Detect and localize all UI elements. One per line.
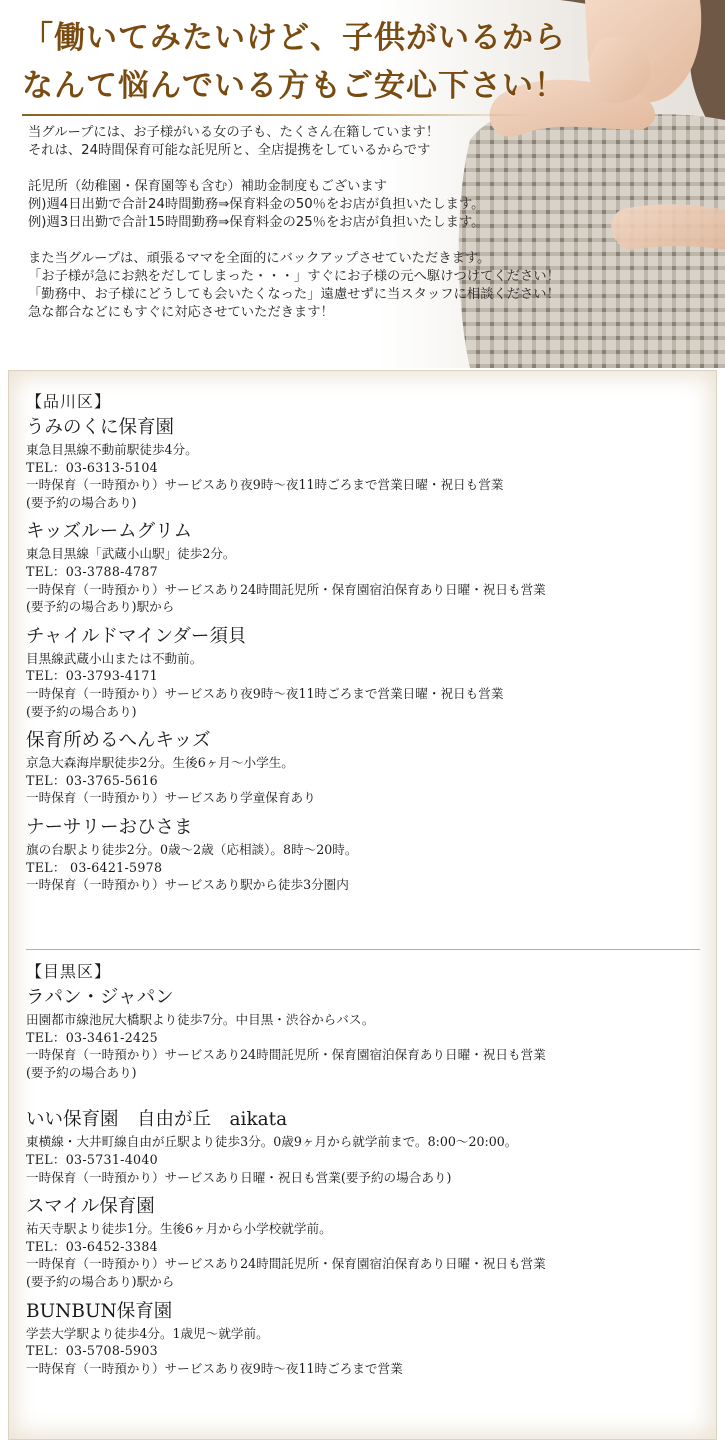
intro-line: 「お子様が急にお熱をだしてしまった・・・」すぐにお子様の元へ駆けつけてください！	[28, 269, 560, 284]
intro-line: 「勤務中、お子様にどうしても会いたくなった」遠慮せずに当スタッフに相談ください！	[28, 287, 560, 302]
facility-name: チャイルドマインダー須貝	[26, 625, 247, 647]
daycare-list-panel	[8, 370, 717, 1440]
facility-tel: TEL：03-5731-4040	[26, 1151, 158, 1167]
facility-tel: TEL：03-6313-5104	[26, 459, 158, 475]
facility-service: 一時保育（一時預かり）サービスあり24時間託児所・保育園宿泊保育あり日曜・祝日も営業	[26, 1256, 546, 1272]
intro-paragraph-3	[28, 250, 668, 322]
facility-name: キッズルームグリム	[26, 521, 193, 543]
facility-tel: TEL：03-5708-5903	[26, 1343, 158, 1359]
facility-entry	[26, 417, 706, 511]
facility-entry	[26, 1301, 706, 1378]
intro-paragraph-2	[28, 178, 668, 232]
intro-line: 急な都合などにもすぐに対応させていただきます！	[28, 305, 334, 320]
facility-tel: TEL：03-6452-3384	[26, 1238, 158, 1254]
facility-access: 東急目黒線「武蔵小山駅」徒歩2分。	[26, 546, 236, 562]
section-divider	[26, 949, 700, 950]
facility-entry	[26, 626, 706, 720]
facility-tel: TEL：03-3765-5616	[26, 772, 158, 788]
intro-line: 例)週4日出勤で合計24時間勤務⇒保育料金の50％をお店が負担いたします。	[28, 197, 485, 212]
facility-tel: TEL：03-3461-2425	[26, 1029, 158, 1045]
facility-access: 東横線・大井町線自由が丘駅より徒歩3分。0歳9ヶ月から就学前まで。8:00～20:00。	[26, 1134, 518, 1150]
facility-tel: TEL：03-3793-4171	[26, 668, 158, 684]
intro-line: また当グループは、頑張るママを全面的にバックアップさせていただきます。	[28, 251, 491, 266]
facility-entry	[26, 1109, 706, 1186]
intro-line: 当グループには、お子様がいる女の子も、たくさん在籍しています！	[28, 125, 440, 140]
page-headline	[22, 14, 566, 110]
facility-access: 祐天寺駅より徒歩1分。生後6ヶ月から小学校就学前。	[26, 1221, 332, 1237]
facility-entry	[26, 987, 706, 1081]
intro-text	[28, 124, 668, 322]
headline-divider	[22, 114, 532, 116]
facility-note: (要予約の場合あり)駅から	[26, 1273, 175, 1289]
facility-name: いい保育園 自由が丘 aikata	[26, 1109, 288, 1131]
facility-service: 一時保育（一時預かり）サービスあり駅から徒歩3分圏内	[26, 877, 349, 893]
facility-note: (要予約の場合あり)	[26, 1064, 137, 1080]
facility-entry	[26, 521, 706, 615]
facility-tel: TEL： 03-6421-5978	[26, 859, 163, 875]
facility-access: 学芸大学駅より徒歩4分。1歳児～就学前。	[26, 1325, 269, 1341]
facility-service: 一時保育（一時預かり）サービスあり学童保育あり	[26, 790, 316, 806]
facility-service: 一時保育（一時預かり）サービスあり夜9時～夜11時ごろまで営業日曜・祝日も営業	[26, 685, 504, 701]
facility-note: (要予約の場合あり)	[26, 703, 137, 719]
facility-note: (要予約の場合あり)	[26, 494, 137, 510]
intro-paragraph-1	[28, 124, 668, 160]
headline-line-2: なんて悩んでいる方もご安心下さい！	[22, 68, 566, 104]
section-shinagawa	[26, 391, 706, 894]
facility-access: 田園都市線池尻大橋駅より徒歩7分。中目黒・渋谷からバス。	[26, 1012, 375, 1027]
facility-service: 一時保育（一時預かり）サービスあり夜9時～夜11時ごろまで営業	[26, 1360, 403, 1376]
facility-service: 一時保育（一時預かり）サービスあり24時間託児所・保育園宿泊保育あり日曜・祝日も営業	[26, 1047, 546, 1063]
facility-tel: TEL：03-3788-4787	[26, 563, 158, 579]
facility-service: 一時保育（一時預かり）サービスあり夜9時～夜11時ごろまで営業日曜・祝日も営業	[26, 477, 504, 493]
intro-line: 託児所（幼稚園・保育園等も含む）補助金制度もございます	[28, 179, 388, 194]
intro-line: それは、24時間保育可能な託児所と、全店提携をしているからです	[28, 143, 431, 158]
facility-name: うみのくに保育園	[26, 417, 175, 438]
facility-entry	[26, 817, 706, 894]
section-title: 【品川区】	[26, 392, 112, 411]
facility-entry	[26, 730, 706, 807]
section-title: 【目黒区】	[26, 962, 112, 981]
facility-entry	[26, 1196, 706, 1290]
intro-line: 例)週3日出勤で合計15時間勤務⇒保育料金の25％をお店が負担いたします。	[28, 215, 485, 230]
facility-name: スマイル保育園	[26, 1196, 155, 1218]
section-meguro	[26, 961, 706, 1377]
facility-service: 一時保育（一時預かり）サービスあり日曜・祝日も営業(要予約の場合あり)	[26, 1169, 452, 1185]
facility-access: 京急大森海岸駅徒歩2分。生後6ヶ月～小学生。	[26, 755, 294, 771]
facility-access: 旗の台駅より徒歩2分。0歳～2歳（応相談）。8時～20時。	[26, 841, 358, 857]
facility-service: 一時保育（一時預かり）サービスあり24時間託児所・保育園宿泊保育あり日曜・祝日も営業	[26, 581, 546, 597]
headline-line-1: 「働いてみたいけど、子供がいるから	[22, 20, 566, 56]
hero-banner	[0, 0, 725, 368]
facility-name: BUNBUN保育園	[26, 1300, 173, 1322]
facility-access: 目黒線武蔵小山または不動前。	[26, 650, 203, 666]
facility-name: ナーサリーおひさま	[26, 816, 193, 838]
facility-name: 保育所めるへんキッズ	[26, 730, 211, 752]
facility-name: ラパン・ジャパン	[26, 987, 174, 1008]
facility-note: (要予約の場合あり)駅から	[26, 599, 175, 615]
facility-access: 東急目黒線不動前駅徒歩4分。	[26, 442, 198, 457]
